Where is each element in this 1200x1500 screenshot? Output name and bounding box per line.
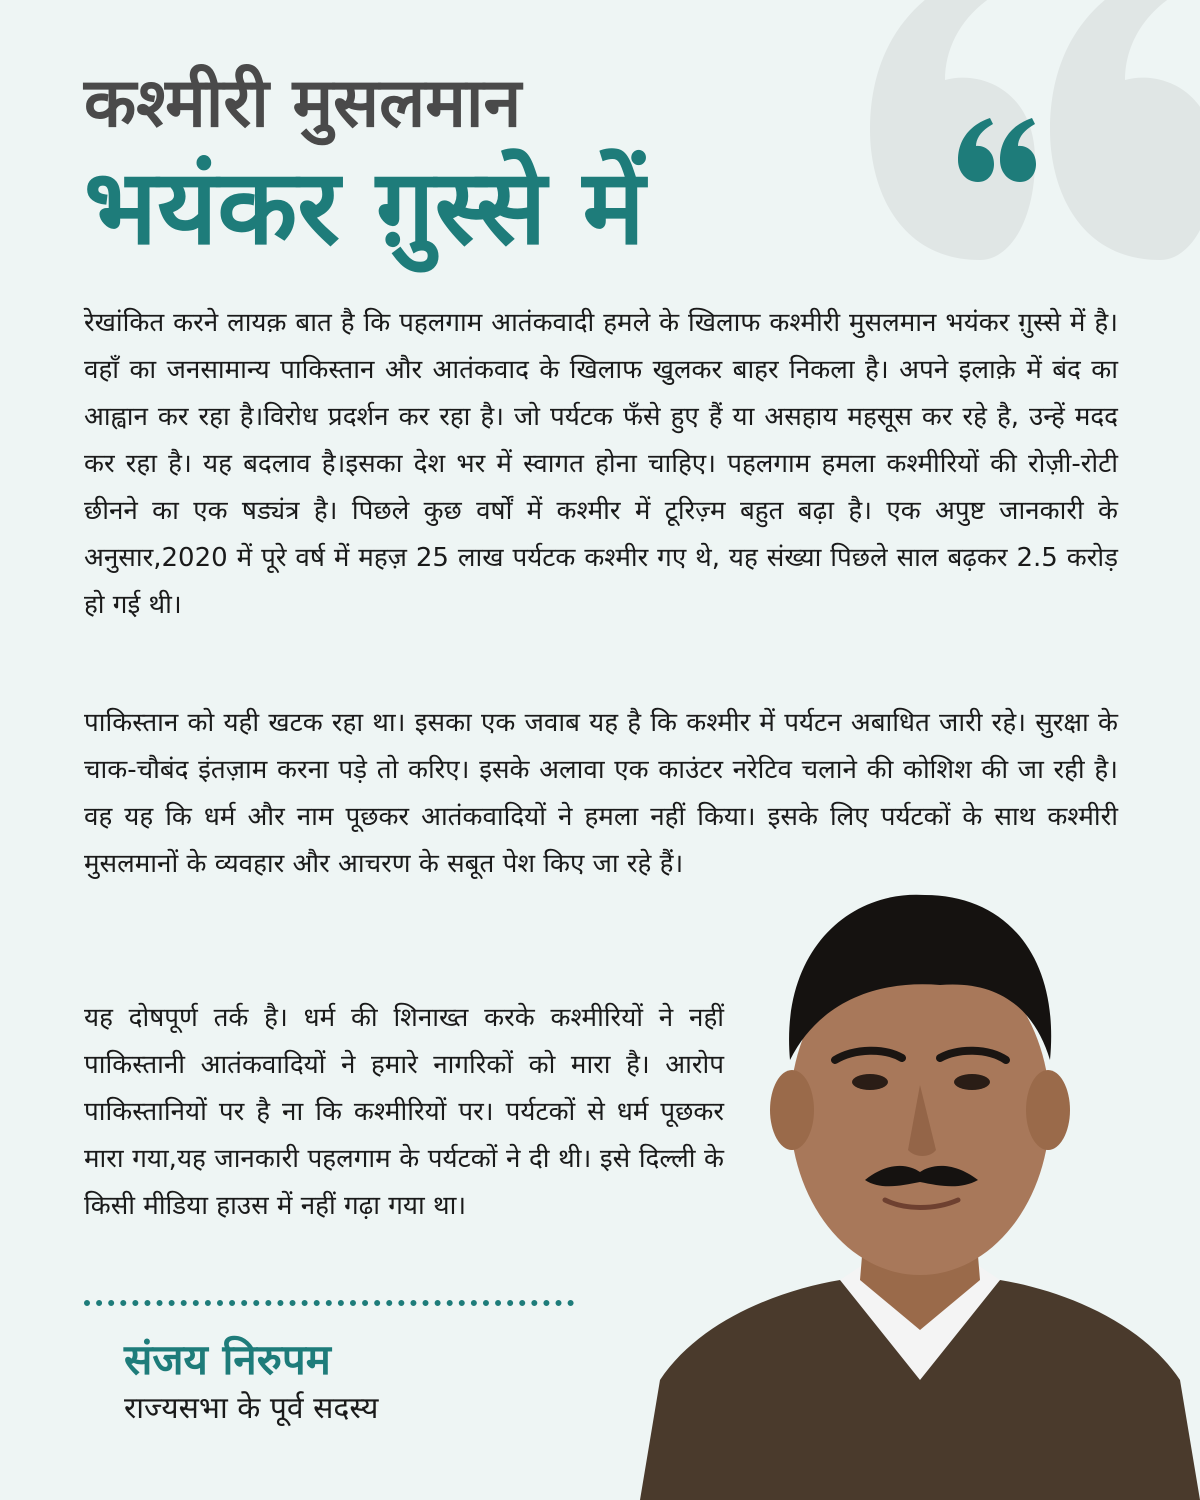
quote-mark-icon: [958, 118, 1038, 182]
headline-line-2: भयंकर ग़ुस्से में: [84, 146, 645, 268]
headline-line-1: कश्मीरी मुसलमान: [84, 64, 522, 143]
author-role: राज्यसभा के पूर्व सदस्य: [124, 1391, 379, 1426]
author-portrait: [640, 860, 1200, 1500]
dotted-divider: [84, 1300, 574, 1306]
author-name: संजय निरुपम: [124, 1335, 331, 1384]
body-paragraph-1: रेखांकित करने लायक़ बात है कि पहलगाम आतंकवादी हमले के खिलाफ कश्मीरी मुसलमान भयंकर ग़ुस्से में है। वहाँ का जनसामान्य पाकिस्तान और आतंकवाद के खिलाफ खुलकर बाहर निकला है। अपने इलाक़े में बंद का आह्वान कर रहा है।विरोध प्रदर्शन कर रहा है। जो पर्यटक फँसे हुए हैं या असहाय महसूस कर रहे है, उन्हें मदद कर रहा है। यह बदलाव है।इसका देश भर में स्वागत होना चाहिए। पहलगाम हमला कश्मीरियों की रोज़ी-रोटी छीनने का एक षड्यंत्र है। पिछले कुछ वर्षों में कश्मीर में टूरिज़्म बहुत बढ़ा है। एक अपुष्ट जानकारी के अनुसार,2020 में पूरे वर्ष में महज़ 25 लाख पर्यटक कश्मीर गए थे, यह संख्या पिछले साल बढ़कर 2.5 करोड़ हो गई थी।: [84, 308, 1118, 620]
body-paragraph-3: यह दोषपूर्ण तर्क है। धर्म की शिनाख्त करके कश्मीरियों ने नहीं पाकिस्तानी आतंकवादियों ने हमारे नागरिकों को मारा है। आरोप पाकिस्तानियों पर है ना कि कश्मीरियों पर। पर्यटकों से धर्म पूछकर मारा गया,यह जानकारी पहलगाम के पर्यटकों ने दी थी। इसे दिल्ली के किसी मीडिया हाउस में नहीं गढ़ा गया था।: [84, 1003, 724, 1221]
body-paragraph-2: पाकिस्तान को यही खटक रहा था। इसका एक जवाब यह है कि कश्मीर में पर्यटन अबाधित जारी रहे। सुरक्षा के चाक-चौबंद इंतज़ाम करना पड़े तो करिए। इसके अलावा एक काउंटर नरेटिव चलाने की कोशिश की जा रही है। वह यह कि धर्म और नाम पूछकर आतंकवादियों ने हमला नहीं किया। इसके लिए पर्यटकों के साथ कश्मीरी मुसलमानों के व्यवहार और आचरण के सबूत पेश किए जा रहे हैं।: [84, 708, 1118, 879]
